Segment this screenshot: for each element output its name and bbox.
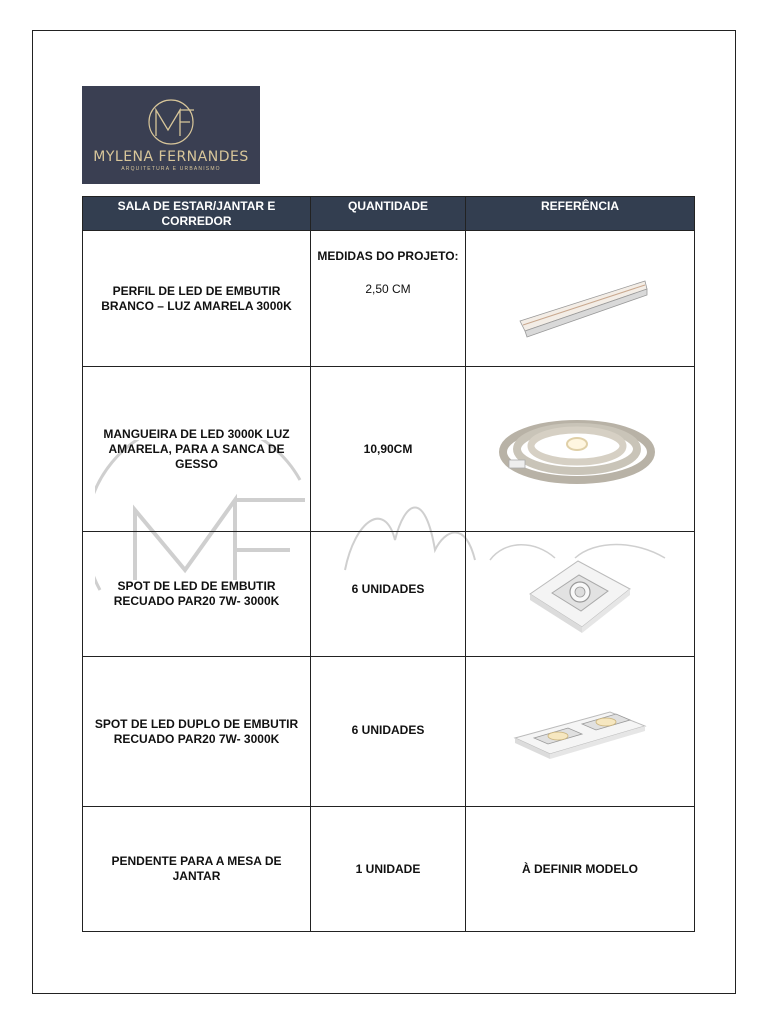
table-row: [83, 807, 695, 932]
quantity-cell: 10,90CM: [311, 367, 466, 532]
double-spot-image: [510, 692, 650, 772]
company-logo: [82, 86, 260, 184]
quantity-cell: 6 UNIDADES: [311, 532, 466, 657]
item-cell: SPOT DE LED DE EMBUTIR RECUADO PAR20 7W- 3000K: [83, 532, 311, 657]
table-row: [83, 657, 695, 807]
item-cell: MANGUEIRA DE LED 3000K LUZ AMARELA, PARA A SANCA DE GESSO: [83, 367, 311, 532]
quantity-value: 2,50 CM: [365, 282, 411, 296]
item-cell: PERFIL DE LED DE EMBUTIR BRANCO – LUZ AMARELA 3000K: [83, 231, 311, 367]
reference-cell: [466, 532, 695, 657]
item-cell: SPOT DE LED DUPLO DE EMBUTIR RECUADO PAR20 7W- 3000K: [83, 657, 311, 807]
led-strip-coil-image: [495, 394, 665, 504]
quantity-cell: 1 UNIDADE: [311, 807, 466, 932]
quantity-cell: [311, 231, 466, 367]
quantity-cell: 6 UNIDADES: [311, 657, 466, 807]
table-row: [83, 231, 695, 367]
reference-cell: [466, 231, 695, 367]
reference-cell: À DEFINIR MODELO: [466, 807, 695, 932]
header-room: SALA DE ESTAR/JANTAR E CORREDOR: [83, 197, 311, 231]
led-profile-image: [505, 259, 655, 339]
header-reference: REFERÊNCIA: [466, 197, 695, 231]
logo-name: MYLENA FERNANDES: [93, 149, 249, 165]
logo-subtitle: ARQUITETURA E URBANISMO: [121, 166, 221, 172]
table-row: [83, 532, 695, 657]
header-quantity: QUANTIDADE: [311, 197, 466, 231]
quantity-label: MEDIDAS DO PROJETO:: [317, 249, 459, 263]
reference-cell: [466, 657, 695, 807]
reference-cell: [466, 367, 695, 532]
single-spot-image: [520, 549, 640, 639]
item-cell: PENDENTE PARA A MESA DE JANTAR: [83, 807, 311, 932]
table-row: [83, 367, 695, 532]
table-header-row: [83, 197, 695, 231]
materials-table: [82, 196, 695, 932]
